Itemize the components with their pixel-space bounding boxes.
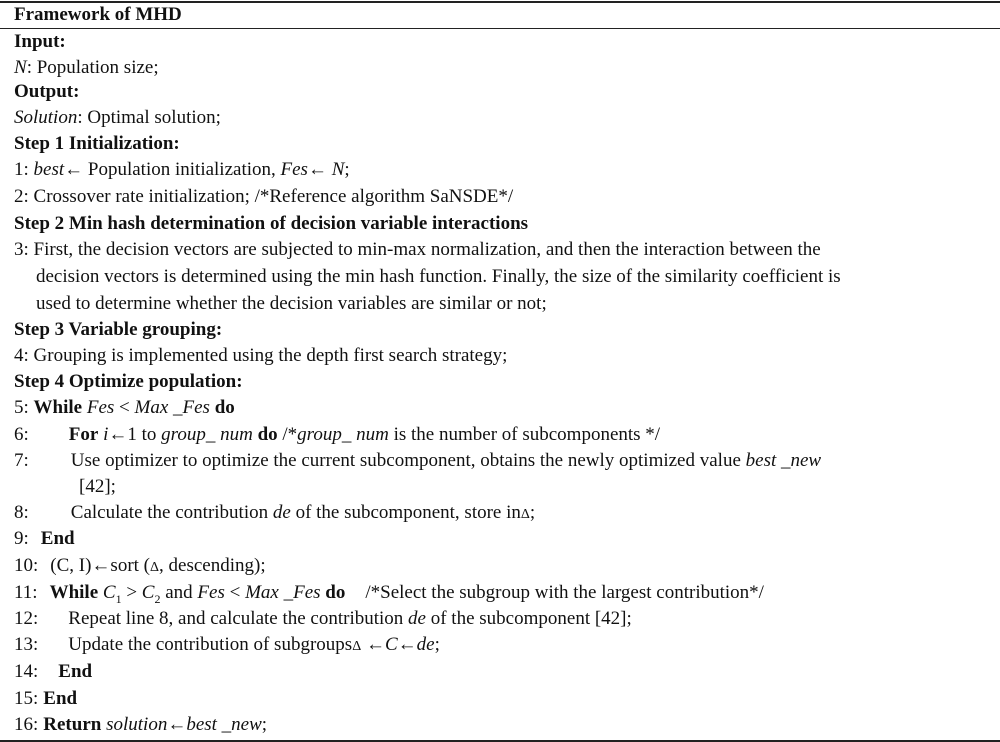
line-12: 12: Repeat line 8, and calculate the contribution de of the subcomponent [42]; [14,608,632,629]
input-label: Input: [14,31,66,52]
line-15: 15: End [14,688,78,709]
output-desc: : Optimal solution; [77,107,221,128]
step2-heading: Step 2 Min hash determination of decision variable interactions [14,213,529,234]
output-var: Solution [14,107,78,128]
line-16: 16: Return solution←best _new; [14,714,268,735]
line-2: 2: Crossover rate initialization; /*Reference algorithm SaNSDE*/ [14,186,514,207]
line-4: 4: Grouping is implemented using the depth first search strategy; [14,345,508,366]
step4-heading: Step 4 Optimize population: [14,371,243,392]
line-7a: 7: Use optimizer to optimize the current subcomponent, obtains the newly optimized value best _new [14,450,822,471]
line-7b: [42]; [79,476,116,497]
line-3a: 3: First, the decision vectors are subjected to min-max normalization, and then the interaction between the [14,239,821,260]
algorithm-title: Framework of MHD [14,4,182,25]
line-10: 10: (C, I)←sort (Δ, descending); [14,555,266,576]
line-3b: decision vectors is determined using the min hash function. Finally, the size of the similarity coefficient is [36,266,841,287]
line-3c: used to determine whether the decision variables are similar or not; [36,293,547,314]
line-8: 8: Calculate the contribution de of the subcomponent, store inΔ; [14,502,536,523]
input-var: N [14,57,27,78]
line-6: 6: For i←1 to group_ num do /*group_ num is the number of subcomponents */ [14,424,661,445]
line-11: 11: While $C_1 > C_2$ and Fes < Max _Fes do /*Select the subgroup with the largest contribution*/ [14,582,764,606]
line-1: 1: best← Population initialization, Fes← N; [14,159,350,180]
input-line [14,55,159,81]
line-9: 9: End [14,528,75,549]
step1-heading: Step 1 Initialization: [14,133,180,154]
step3-heading: Step 3 Variable grouping: [14,319,223,340]
title-rule [0,28,1000,29]
line-5: 5: While Fes < Max _Fes do [14,397,235,418]
output-label: Output: [14,81,80,102]
line-13: 13: Update the contribution of subgroupsΔ ←C←de; [14,634,440,655]
input-desc: : Population size; [26,57,159,78]
output-line [14,105,221,131]
line-14: 14: End [14,661,93,682]
